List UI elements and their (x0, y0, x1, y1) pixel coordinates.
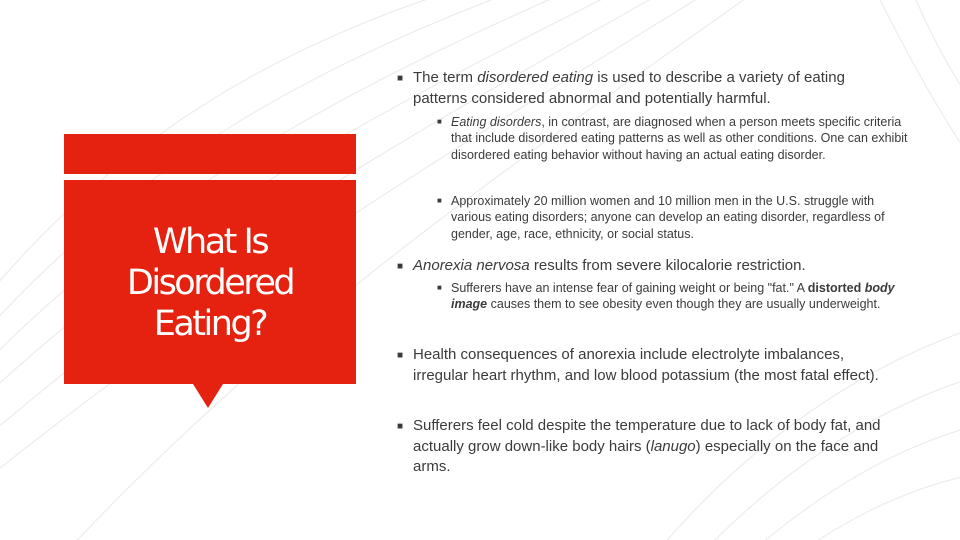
term-eating-disorders: Eating disorders (451, 115, 542, 129)
bullet-disordered-eating: ■ The term disordered eating is used to describe a variety of eating patterns considered abnormal and potentially harmful. (397, 69, 845, 107)
bullet-square-icon: ■ (397, 261, 404, 272)
term-anorexia-nervosa: Anorexia nervosa (413, 257, 530, 274)
bullet-health-consequences: ■ Health consequences of anorexia include electrolyte imbalances, irregular heart rhythm, and low blood potassium (the most fatal effect). (397, 346, 879, 384)
bullet-square-icon: ■ (437, 196, 442, 205)
term-lanugo: lanugo (650, 437, 696, 455)
sub-bullet-body-image: ■ Sufferers have an intense fear of gaining weight or being "fat." A distorted body image causes them to see obesity even though they are usually underweight. (437, 281, 895, 312)
sub-bullet-eating-disorders: ■ Eating disorders, in contrast, are diagnosed when a person meets specific criteria that include disordered eating patterns as well as other conditions. One can exhibit disordered eating behavior without having an actual eating disorder. (437, 115, 908, 162)
bullet-anorexia-nervosa: ■ Anorexia nervosa results from severe kilocalorie restriction. (413, 256, 893, 277)
bullet-square-icon: ■ (397, 350, 404, 361)
term-disordered-eating: disordered eating (477, 69, 594, 86)
bullet-square-icon: ■ (437, 283, 442, 292)
bullet-square-icon: ■ (397, 73, 404, 84)
slide-title-line-3: Eating? (153, 304, 267, 344)
slide-title-line-2: Disordered (126, 263, 294, 303)
slide-title-line-1: What Is (152, 222, 268, 262)
sub-bullet-prevalence: ■ Approximately 20 million women and 10 million men in the U.S. struggle with various eating disorders; anyone can develop an eating disorder, regardless of gender, age, race, ethnicity, or social status. (437, 194, 885, 241)
bullet-square-icon: ■ (437, 117, 442, 126)
bullet-square-icon: ■ (397, 421, 404, 432)
bullet-lanugo: ■ Sufferers feel cold despite the temperature due to lack of body fat, and actually grow down-like body hairs (lanugo) especially on the face and arms. (397, 417, 881, 475)
term-body-image: body image (451, 281, 895, 312)
